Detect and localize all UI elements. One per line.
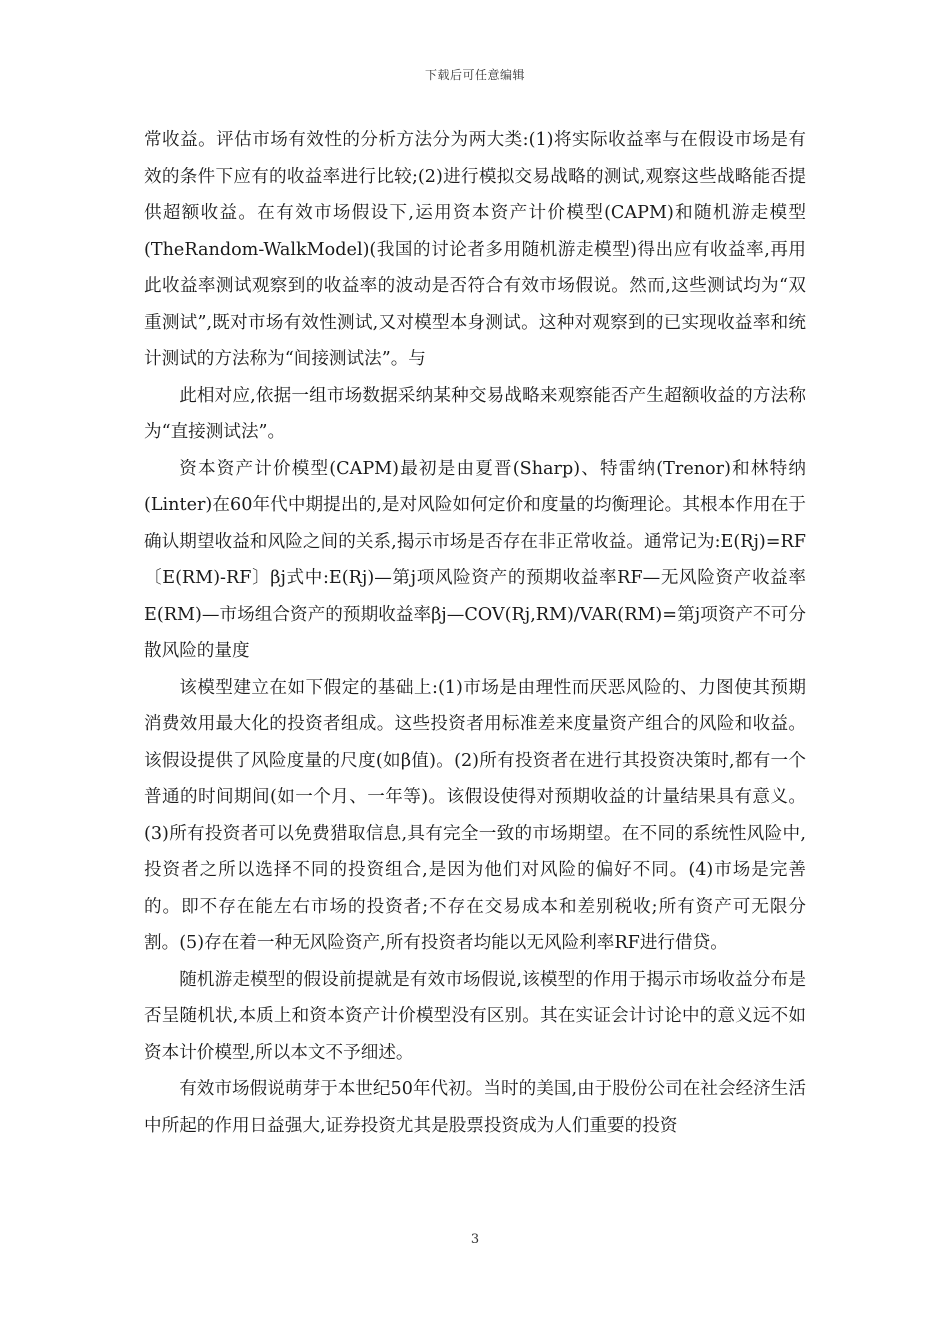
paragraph: 该模型建立在如下假定的基础上:(1)市场是由理性而厌恶风险的、力图使其预期消费效用最大化的投资者组成。这些投资者用标准差来度量资产组合的风险和收益。该假设提供了风险度量的尺度(如β值)。(2)所有投资者在进行其投资决策时,都有一个普通的时间期间(如一个月、一年等)。该假设使得对预期收益的计量结果具有意义。(3)所有投资者可以免费猎取信息,具有完全一致的市场期望。在不同的系统性风险中,投资者之所以选择不同的投资组合,是因为他们对风险的偏好不同。(4)市场是完善的。即不存在能左右市场的投资者;不存在交易成本和差别税收;所有资产可无限分割。(5)存在着一种无风险资产,所有投资者均能以无风险利率RF进行借贷。 bbox=[144, 677, 806, 953]
paragraph: 随机游走模型的假设前提就是有效市场假说,该模型的作用于揭示市场收益分布是否呈随机状,本质上和资本资产计价模型没有区别。其在实证会计讨论中的意义远不如资本计价模型,所以本文不予细述。 bbox=[144, 969, 806, 1063]
page-number: 3 bbox=[470, 1232, 480, 1247]
page-header: 下载后可任意编辑 bbox=[424, 68, 525, 82]
paragraph: 常收益。评估市场有效性的分析方法分为两大类:(1)将实际收益率与在假设市场是有效的条件下应有的收益率进行比较;(2)进行模拟交易战略的测试,观察这些战略能否提供超额收益。在有效市场假设下,运用资本资产计价模型(CAPM)和随机游走模型(TheRandom-WalkModel)(我国的讨论者多用随机游走模型)得出应有收益率,再用此收益率测试观察到的收益率的波动是否符合有效市场假说。然而,这些测试均为“双重测试”,既对市场有效性测试,又对模型本身测试。这种对观察到的已实现收益率和统计测试的方法称为“间接测试法”。与 bbox=[144, 130, 806, 369]
paragraph: 有效市场假说萌芽于本世纪50年代初。当时的美国,由于股份公司在社会经济生活中所起的作用日益强大,证券投资尤其是股票投资成为人们重要的投资 bbox=[144, 1079, 806, 1136]
paragraph: 此相对应,依据一组市场数据采纳某种交易战略来观察能否产生超额收益的方法称为“直接测试法”。 bbox=[144, 385, 806, 442]
body-text bbox=[144, 122, 806, 1144]
paragraph: 资本资产计价模型(CAPM)最初是由夏晋(Sharp)、特雷纳(Trenor)和林特纳(Linter)在60年代中期提出的,是对风险如何定价和度量的均衡理论。其根本作用在于确认期望收益和风险之间的关系,揭示市场是否存在非正常收益。通常记为:E(Rj)=RF〔E(RM)-RF〕βj式中:E(Rj)—第j项风险资产的预期收益率RF—无风险资产收益率E(RM)—市场组合资产的预期收益率βj—COV(Rj,RM)/VAR(RM)=第j项资产不可分散风险的量度 bbox=[144, 458, 806, 661]
